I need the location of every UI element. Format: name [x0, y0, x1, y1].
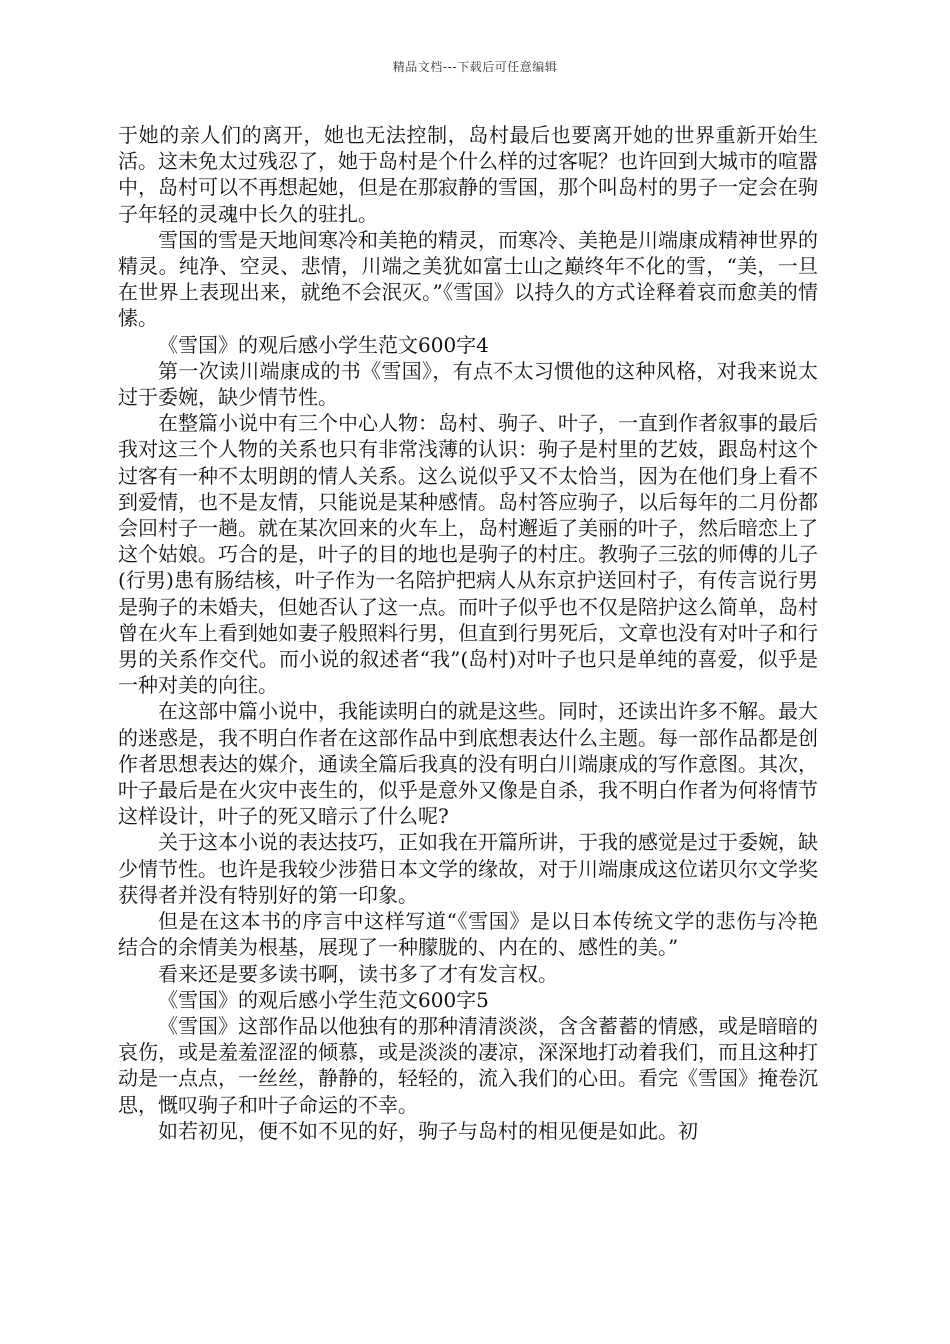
- paragraph: 但是在这本书的序言中这样写道“《雪国》是以日本传统文学的悲伤与冷艳结合的余情美为根基，展现了一种朦胧的、内在的、感性的美。”: [118, 909, 818, 960]
- paragraph: 在整篇小说中有三个中心人物：岛村、驹子、叶子，一直到作者叙事的最后我对这三个人物的关系也只有非常浅薄的认识：驹子是村里的艺妓，跟岛村这个过客有一种不太明朗的情人关系。这么说似乎又不太恰当，因为在他们身上看不到爱情，也不是友情，只能说是某种感情。岛村答应驹子，以后每年的二月份都会回村子一趟。就在某次回来的火车上，岛村邂逅了美丽的叶子，然后暗恋上了这个姑娘。巧合的是，叶子的目的地也是驹子的村庄。教驹子三弦的师傅的儿子(行男)患有肠结核，叶子作为一名陪护把病人从东京护送回村子，有传言说行男是驹子的未婚夫，但她否认了这一点。而叶子似乎也不仅是陪护这么简单，岛村曾在火车上看到她如妻子般照料行男，但直到行男死后，文章也没有对叶子和行男的关系作交代。而小说的叙述者“我”(岛村)对叶子也只是单纯的喜爱，似乎是一种对美的向往。: [118, 411, 818, 698]
- paragraph: 在这部中篇小说中，我能读明白的就是这些。同时，还读出许多不解。最大的迷惑是，我不明白作者在这部作品中到底想表达什么主题。每一部作品都是创作者思想表达的媒介，通读全篇后我真的没有明白川端康成的写作意图。其次，叶子最后是在火灾中丧生的，似乎是意外又像是自杀，我不明白作者为何将情节这样设计，叶子的死又暗示了什么呢?: [118, 699, 818, 829]
- page-header: 精品文档---下载后可任意编辑: [392, 60, 558, 74]
- section-heading: 《雪国》的观后感小学生范文600字4: [158, 332, 489, 357]
- paragraph: 第一次读川端康成的书《雪国》，有点不太习惯他的这种风格，对我来说太过于委婉，缺少情节性。: [118, 358, 818, 410]
- paragraph: 雪国的雪是天地间寒冷和美艳的精灵，而寒冷、美艳是川端康成精神世界的精灵。纯净、空灵、悲情，川端之美犹如富士山之巅终年不化的雪，“美，一旦在世界上表现出来，就绝不会泯灭。”《雪国》以持久的方式诠释着哀而愈美的情愫。: [118, 227, 818, 331]
- section-heading: 《雪国》的观后感小学生范文600字5: [158, 987, 489, 1012]
- paragraph: 《雪国》这部作品以他独有的那种清清淡淡，含含蓄蓄的情感，或是暗暗的哀伤，或是羞羞涩涩的倾慕，或是淡淡的凄凉，深深地打动着我们，而且这种打动是一点点，一丝丝，静静的，轻轻的，流入我们的心田。看完《雪国》掩卷沉思，慨叹驹子和叶子命运的不幸。: [118, 1013, 818, 1117]
- paragraph: 看来还是要多读书啊，读书多了才有发言权。: [158, 961, 558, 986]
- paragraph: 关于这本小说的表达技巧，正如我在开篇所讲，于我的感觉是过于委婉，缺少情节性。也许是我较少涉猎日本文学的缘故，对于川端康成这位诺贝尔文学奖获得者并没有特别好的第一印象。: [118, 830, 818, 907]
- document-body: [118, 122, 818, 1144]
- paragraph: 于她的亲人们的离开，她也无法控制，岛村最后也要离开她的世界重新开始生活。这未免太过残忍了，她于岛村是个什么样的过客呢？也许回到大城市的喧嚣中，岛村可以不再想起她，但是在那寂静的雪国，那个叫岛村的男子一定会在驹子年轻的灵魂中长久的驻扎。: [118, 123, 818, 226]
- paragraph: 如若初见，便不如不见的好，驹子与岛村的相见便是如此。初: [158, 1118, 698, 1143]
